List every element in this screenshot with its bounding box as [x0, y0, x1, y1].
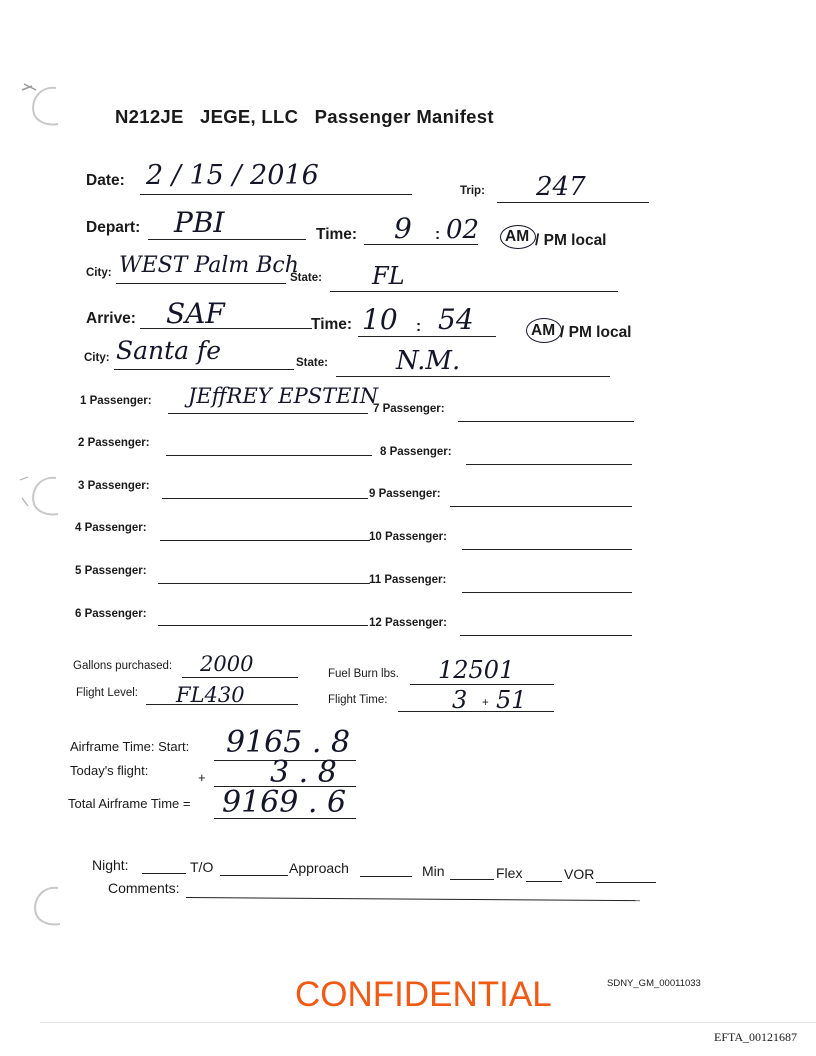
takeoff-label: T/O [190, 859, 214, 875]
today-flight-plus: + [198, 770, 206, 785]
document-title: Passenger Manifest [314, 106, 494, 127]
arrive-time-minutes: 54 [438, 303, 474, 336]
airframe-start-value: 9165 . 8 [226, 725, 351, 760]
depart-time-colon: : [435, 226, 441, 243]
min-label: Min [422, 863, 445, 879]
approach-label: Approach [289, 860, 349, 876]
trip-value: 247 [536, 172, 586, 202]
depart-am-label: AM [505, 228, 530, 245]
arrive-city-label: City: [84, 352, 110, 364]
depart-city-value: WEST Palm Bch [119, 253, 299, 278]
arrive-time-label: Time: [311, 316, 353, 333]
date-label: Date: [86, 172, 125, 189]
confidential-stamp: CONFIDENTIAL [295, 975, 552, 1014]
passenger-5-label: 5 Passenger: [75, 565, 147, 577]
arrive-time-hour: 10 [362, 303, 398, 336]
arrive-ampm-suffix: / PM local [560, 324, 632, 341]
passenger-1-label: 1 Passenger: [80, 395, 152, 407]
depart-time-hour: 9 [394, 212, 412, 245]
date-value: 2 / 15 / 2016 [146, 160, 319, 191]
bates-number-bottom: EFTA_00121687 [714, 1030, 798, 1044]
punch-hole-bottom [18, 880, 66, 928]
flight-level-label: Flight Level: [76, 687, 139, 699]
depart-label: Depart: [86, 219, 141, 236]
depart-airport: PBI [174, 206, 225, 239]
depart-city-label: City: [86, 267, 112, 279]
depart-ampm-suffix: / PM local [535, 232, 607, 249]
trip-label: Trip: [460, 185, 485, 197]
today-flight-value: 3 . 8 [270, 755, 337, 790]
passenger-2-label: 2 Passenger: [78, 437, 150, 449]
punch-hole-middle [18, 470, 66, 518]
passenger-4-label: 4 Passenger: [75, 522, 147, 534]
arrive-state-label: State: [296, 357, 328, 369]
passenger-12-label: 12 Passenger: [369, 617, 447, 629]
passenger-1-name: JEffREY EPSTEIN [188, 384, 379, 408]
gallons-value: 2000 [200, 652, 254, 676]
arrive-time-colon: : [416, 318, 422, 335]
night-label: Night: [92, 857, 129, 873]
passenger-11-label: 11 Passenger: [369, 574, 447, 586]
passenger-3-label: 3 Passenger: [78, 480, 150, 492]
depart-time-minutes: 02 [446, 215, 480, 245]
fuel-burn-value: 12501 [438, 656, 515, 684]
arrive-label: Arrive: [86, 310, 136, 327]
gallons-label: Gallons purchased: [73, 660, 173, 672]
passenger-8-label: 8 Passenger: [380, 446, 452, 458]
total-airframe-label: Total Airframe Time = [68, 796, 191, 811]
fuel-burn-label: Fuel Burn lbs. [328, 668, 399, 680]
flight-time-separator: + [482, 697, 489, 709]
depart-time-label: Time: [316, 226, 358, 243]
punch-hole-top [18, 80, 66, 128]
today-flight-label: Today's flight: [70, 763, 149, 778]
flight-time-minutes: 51 [496, 686, 527, 714]
total-airframe-value: 9169 . 6 [222, 785, 347, 820]
depart-state-value: FL [372, 262, 405, 290]
vor-label: VOR [564, 866, 595, 882]
bates-number-right: SDNY_GM_00011033 [607, 978, 701, 989]
airframe-start-label: Airframe Time: Start: [70, 739, 190, 754]
arrive-am-label: AM [531, 322, 556, 339]
flight-level-value: FL430 [176, 683, 245, 707]
company-name: JEGE, LLC [199, 106, 299, 127]
arrive-city-value: Santa fe [116, 336, 222, 365]
depart-state-label: State: [290, 272, 322, 284]
arrive-state-value: N.M. [396, 346, 461, 376]
header-title-row [115, 106, 494, 128]
flight-time-hours: 3 [452, 686, 468, 714]
passenger-7-label: 7 Passenger: [373, 403, 445, 415]
tail-number: N212JE [115, 106, 184, 127]
arrive-airport: SAF [166, 297, 225, 330]
comments-label: Comments: [108, 880, 180, 896]
passenger-9-label: 9 Passenger: [369, 488, 441, 500]
passenger-10-label: 10 Passenger: [369, 531, 447, 543]
passenger-6-label: 6 Passenger: [75, 608, 147, 620]
flight-time-label: Flight Time: [328, 694, 388, 706]
flex-label: Flex [496, 865, 523, 881]
